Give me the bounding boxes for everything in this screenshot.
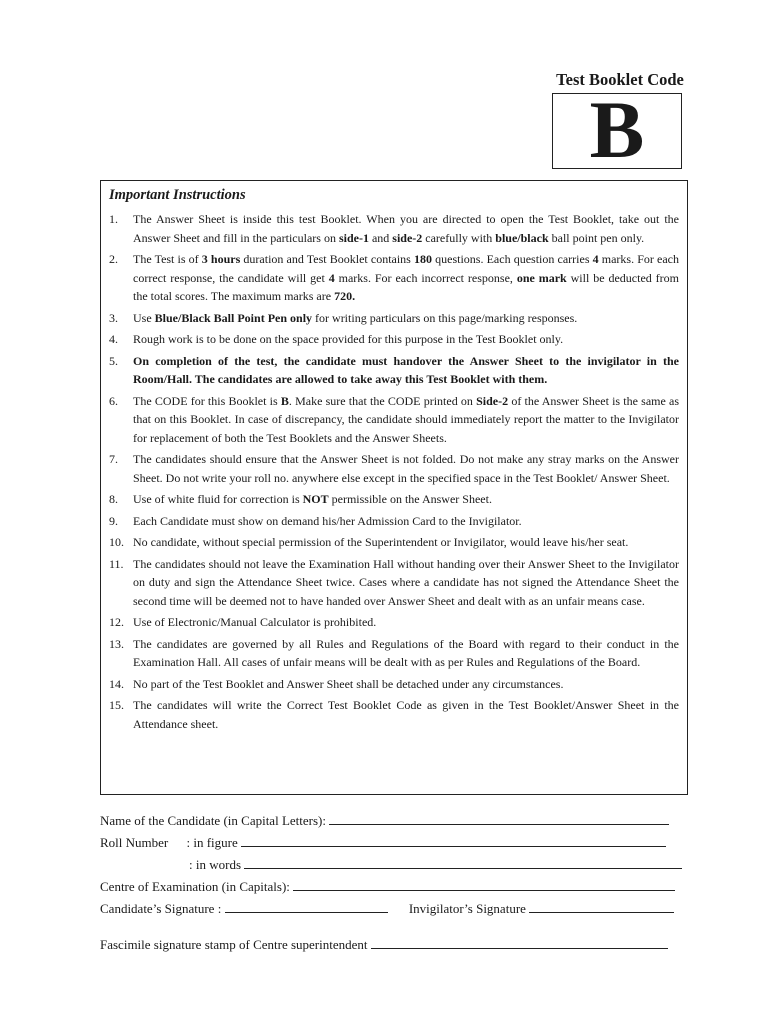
instruction-item xyxy=(109,352,679,389)
instruction-text: . Make sure that the CODE printed on xyxy=(288,393,477,408)
instruction-number: 1. xyxy=(109,212,118,226)
instruction-item xyxy=(109,512,679,531)
instruction-text: Each Candidate must show on demand his/her Admission Card to the Invigilator. xyxy=(133,513,522,528)
instruction-text: 4 xyxy=(592,252,599,266)
test-booklet-code-box xyxy=(552,84,682,175)
instruction-number: 15. xyxy=(109,698,124,712)
candidate-signature-field[interactable] xyxy=(225,900,388,913)
centre-label: Centre of Examination (in Capitals): xyxy=(100,879,290,894)
candidate-signature-label: Candidate’s Signature : xyxy=(100,901,222,916)
instruction-item xyxy=(109,490,679,509)
roll-words-row xyxy=(189,856,682,873)
instruction-number: 8. xyxy=(109,492,118,506)
instruction-number: 7. xyxy=(109,452,118,466)
centre-row xyxy=(100,878,675,895)
instruction-text: The candidates will write the Correct Test Booklet Code as given in the Test Booklet/Answer Sheet in the Attendance sheet. xyxy=(133,698,679,731)
instruction-text: 4 xyxy=(328,270,335,285)
instruction-number: 5. xyxy=(109,353,118,368)
instruction-text: On completion of the test, the candidate must handover the Answer Sheet to the invigilator in the Room/Hall. The candidates are allowed to take away this Test Booklet with them. xyxy=(133,353,679,386)
test-booklet-code-letter: B xyxy=(589,84,645,175)
instruction-item xyxy=(109,210,679,247)
instruction-text: for writing particulars on this page/marking responses. xyxy=(312,310,578,325)
centre-field[interactable] xyxy=(293,878,675,891)
name-field[interactable] xyxy=(329,812,669,825)
instruction-number: 12. xyxy=(109,615,124,629)
roll-figure-row xyxy=(100,834,666,851)
in-words-label: : in words xyxy=(189,857,241,872)
roll-words-field[interactable] xyxy=(244,856,682,869)
instruction-text: The candidates should not leave the Examination Hall without handing over their Answer Sheet to the Invigilator on duty and sign the Attendance Sheet twice. Cases where a candidate has not signed the Attendance Sheet the second time will be deemed not to have handed over Answer Sheet and dealt with as an unfair means case. xyxy=(133,556,679,608)
instruction-item xyxy=(109,392,679,448)
instruction-item xyxy=(109,450,679,487)
instruction-text: The candidates should ensure that the Answer Sheet is not folded. Do not make any stray marks on the Answer Sheet. Do not write your roll no. anywhere else except in the specified space in the Test Booklet/ Answer Sheet. xyxy=(133,452,679,485)
instruction-item xyxy=(109,330,679,349)
instruction-text: blue/black xyxy=(495,230,549,245)
instruction-text: ball point pen only. xyxy=(548,230,645,245)
stamp-field[interactable] xyxy=(371,936,668,949)
instructions-title: Important Instructions xyxy=(109,187,246,203)
instruction-text: NOT xyxy=(302,492,329,506)
instruction-item xyxy=(109,635,679,672)
instruction-number: 14. xyxy=(109,676,124,691)
instruction-text: carefully with xyxy=(422,230,496,245)
instruction-number: 10. xyxy=(109,535,124,549)
instruction-item xyxy=(109,533,679,552)
instruction-text: Rough work is to be done on the space provided for this purpose in the Test Booklet only. xyxy=(133,332,564,346)
roll-number-label: Roll Number xyxy=(100,835,169,850)
instruction-item xyxy=(109,309,679,328)
name-row xyxy=(100,812,669,829)
signature-row xyxy=(100,900,674,917)
instruction-text: side-1 xyxy=(338,230,369,245)
instruction-text: duration and Test Booklet contains xyxy=(240,252,414,266)
instruction-number: 9. xyxy=(109,513,118,528)
instructions-box xyxy=(100,180,688,795)
instruction-item xyxy=(109,613,679,632)
instruction-text: Use of white fluid for correction is xyxy=(133,492,303,506)
instruction-text: questions. Each question carries xyxy=(432,252,593,266)
invigilator-signature-label: Invigilator’s Signature xyxy=(408,901,526,916)
instruction-item xyxy=(109,696,679,733)
instruction-text: 3 hours xyxy=(201,252,241,266)
instruction-number: 4. xyxy=(109,332,118,346)
instruction-text: will be deducted from the total scores. The maximum marks are xyxy=(133,270,680,303)
instruction-text: permissible on the Answer Sheet. xyxy=(328,492,492,506)
instructions-list xyxy=(109,210,679,733)
name-label: Name of the Candidate (in Capital Letters): xyxy=(100,813,326,828)
instruction-text: marks. For each correct response, the candidate will get xyxy=(133,252,679,285)
instruction-text: No part of the Test Booklet and Answer Sheet shall be detached under any circumstances. xyxy=(133,676,564,691)
instruction-number: 6. xyxy=(109,393,118,408)
instruction-number: 11. xyxy=(109,556,124,571)
stamp-row xyxy=(100,936,668,953)
instruction-text: Use of Electronic/Manual Calculator is prohibited. xyxy=(133,615,377,629)
instruction-text: No candidate, without special permission of the Superintendent or Invigilator, would leave his/her seat. xyxy=(133,535,629,549)
instruction-text: 720. xyxy=(334,289,356,303)
instruction-text: The Answer Sheet is inside this test Booklet. When you are directed to open the Test Booklet, take out the Answer Sheet and fill in the particulars on xyxy=(133,212,679,245)
instruction-text: The candidates are governed by all Rules and Regulations of the Board with regard to their conduct in the Examination Hall. All cases of unfair means will be dealt with as per Rules and Regulations of the Board. xyxy=(133,636,679,669)
instruction-text: and xyxy=(368,230,393,245)
instruction-number: 3. xyxy=(109,310,118,325)
instruction-number: 2. xyxy=(109,252,118,266)
instruction-text: marks. For each incorrect response, xyxy=(334,270,517,285)
test-booklet-code-label: Test Booklet Code xyxy=(556,70,684,89)
instruction-text: of the Answer Sheet is the same as that on this Booklet. In case of discrepancy, the candidate should immediately report the matter to the Invigilator for replacement of both the Test Booklets and the Answer Sheets. xyxy=(133,393,680,445)
instruction-number: 13. xyxy=(109,636,124,651)
stamp-label: Fascimile signature stamp of Centre superintendent xyxy=(100,937,368,952)
instruction-text: Blue/Black Ball Point Pen only xyxy=(154,310,313,325)
instruction-text: Use xyxy=(133,310,155,325)
instruction-text: Side-2 xyxy=(476,393,509,408)
roll-figure-field[interactable] xyxy=(241,834,666,847)
instruction-text: one mark xyxy=(516,270,567,285)
instruction-text: 180 xyxy=(414,252,432,266)
instruction-item xyxy=(109,250,679,306)
instruction-text: side-2 xyxy=(392,230,423,245)
instruction-text: The CODE for this Booklet is xyxy=(133,393,281,408)
in-figure-label: : in figure xyxy=(186,835,238,850)
instruction-text: B xyxy=(280,393,289,408)
instruction-item xyxy=(109,555,679,611)
instruction-item xyxy=(109,675,679,694)
instruction-text: The Test is of xyxy=(133,252,202,266)
invigilator-signature-field[interactable] xyxy=(529,900,674,913)
